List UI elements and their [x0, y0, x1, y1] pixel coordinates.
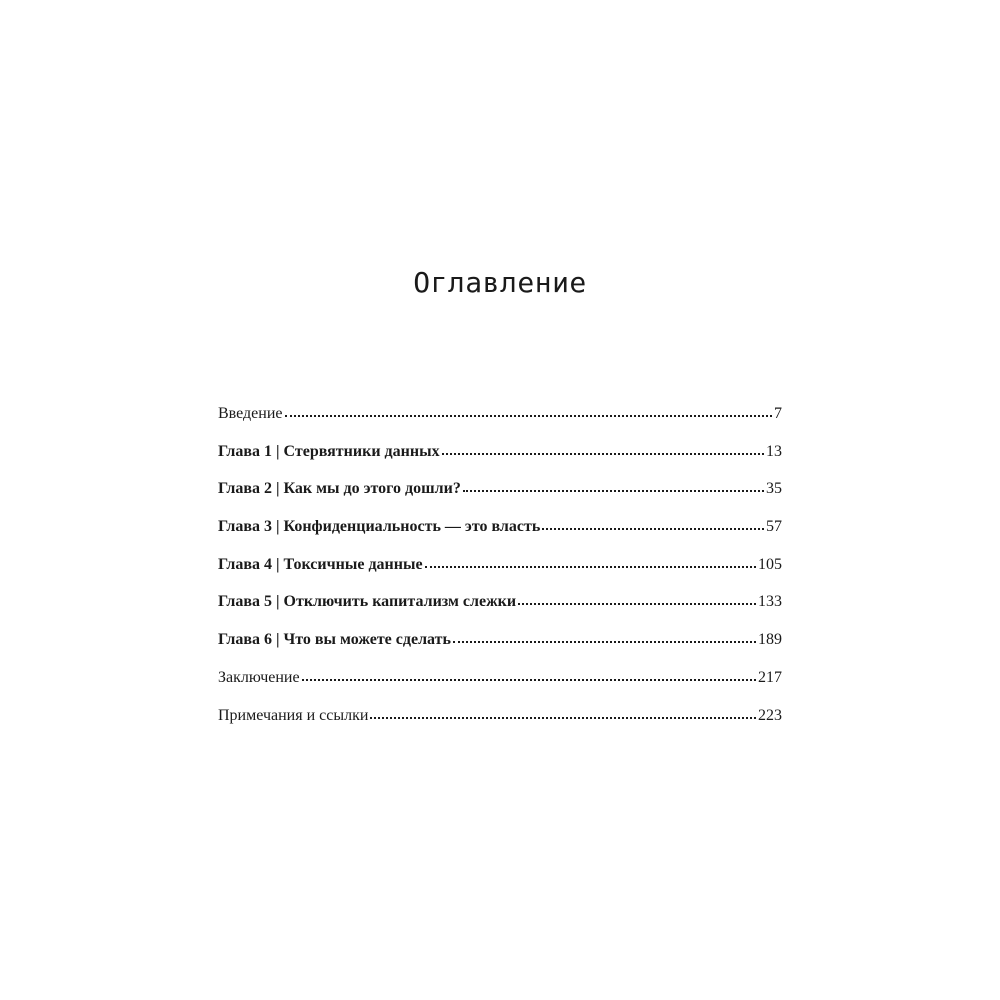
toc-entry-chapter-6[interactable]: [218, 626, 782, 664]
toc-entry-label: Введение: [218, 405, 283, 422]
toc-entry-page: 223: [758, 706, 782, 724]
toc-entry-label: Глава 4 | Токсичные данные: [218, 555, 423, 573]
toc-entry-page: 189: [758, 631, 782, 649]
toc-entry-chapter-5[interactable]: [218, 588, 782, 626]
toc-entry-notes[interactable]: [218, 702, 782, 740]
page-title: Оглавление: [413, 266, 587, 299]
toc-entry-page: 217: [758, 668, 782, 686]
dot-leader: [453, 630, 756, 644]
dot-leader: [425, 555, 756, 569]
toc-entry-page: 13: [766, 442, 782, 460]
toc-entry-page: 57: [766, 518, 782, 536]
dot-leader: [370, 706, 756, 720]
toc-entry-chapter-2[interactable]: [218, 475, 782, 513]
toc-entry-page: 105: [758, 555, 782, 573]
dot-leader: [302, 668, 756, 682]
table-of-contents: [218, 400, 782, 739]
toc-entry-conclusion[interactable]: [218, 664, 782, 702]
toc-entry-label: Примечания и ссылки: [218, 706, 369, 724]
dot-leader: [518, 592, 756, 606]
toc-entry-label: Глава 6 | Что вы можете сделать: [218, 631, 451, 649]
toc-entry-label: Глава 5 | Отключить капитализм слежки: [218, 593, 517, 611]
toc-entry-label: Заключение: [218, 668, 300, 686]
toc-entry-chapter-3[interactable]: [218, 513, 782, 551]
toc-entry-chapter-1[interactable]: [218, 438, 782, 476]
toc-entry-label: Глава 2 | Как мы до этого дошли?: [218, 480, 461, 498]
toc-entry-page: 35: [766, 480, 782, 498]
toc-entry-chapter-4[interactable]: [218, 551, 782, 589]
toc-entry-label: Глава 1 | Стервятники данных: [218, 442, 440, 460]
toc-entry-page: 7: [774, 405, 782, 422]
dot-leader: [542, 517, 764, 531]
toc-entry-label: Глава 3 | Конфиденциальность — это власть: [218, 518, 541, 536]
dot-leader: [463, 479, 764, 493]
dot-leader: [285, 404, 773, 418]
toc-entry-introduction[interactable]: [218, 400, 782, 438]
toc-entry-page: 133: [758, 593, 782, 611]
dot-leader: [442, 442, 764, 456]
